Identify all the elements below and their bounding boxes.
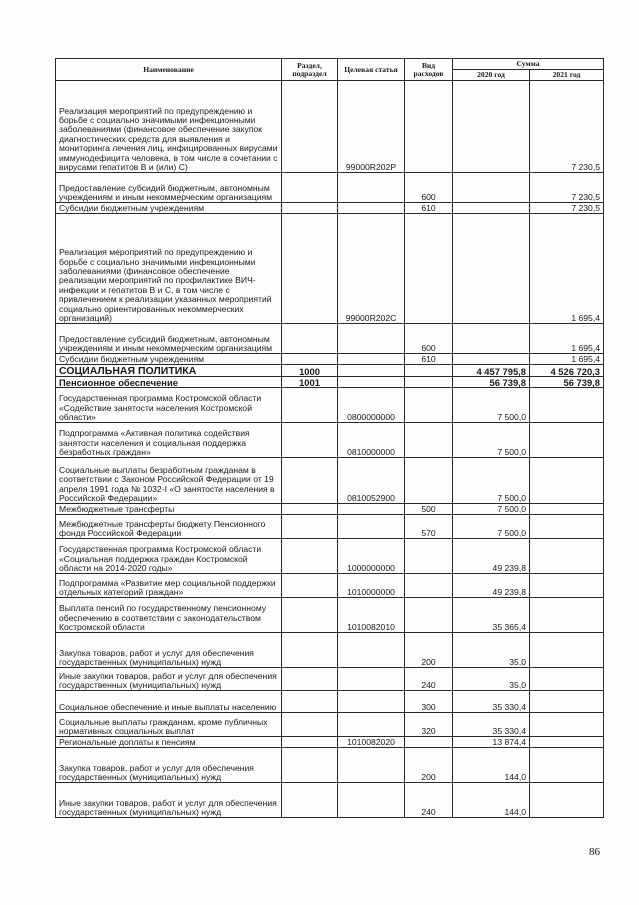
table-row [56,515,604,539]
row-sum-2020: 49 239,8 [453,574,530,598]
row-sum-2020: 7 500,0 [453,388,530,423]
row-expense-type [405,214,453,324]
row-sum-2021 [530,713,604,737]
row-name: Подпрограмма «Активная политика содействия занятости населения и социальная поддержка безработных граждан» [56,423,282,458]
row-article [338,377,405,388]
table-row [56,173,604,203]
row-name: Иные закупки товаров, работ и услуг для обеспечения государственных (муниципальных) нужд [56,668,282,691]
row-name: СОЦИАЛЬНАЯ ПОЛИТИКА [56,365,282,377]
row-sum-2020: 35 330,4 [453,691,530,713]
row-section [282,574,338,598]
row-sum-2021 [530,668,604,691]
table-row [56,377,604,388]
row-article: 1000000000 [338,539,405,574]
row-sum-2020 [453,354,530,365]
row-expense-type [405,574,453,598]
row-sum-2021: 4 526 720,3 [530,365,604,377]
row-sum-2021 [530,748,604,783]
row-section [282,598,338,633]
table-row [56,574,604,598]
row-sum-2020: 7 500,0 [453,423,530,458]
row-section [282,504,338,515]
row-name: Социальное обеспечение и иные выплаты населению [56,691,282,713]
row-sum-2020: 35 330,4 [453,713,530,737]
row-article [338,748,405,783]
row-article: 0800000000 [338,388,405,423]
table-row [56,458,604,504]
row-article: 99000R202C [338,214,405,324]
table-row [56,633,604,668]
row-section: 1001 [282,377,338,388]
row-expense-type: 610 [405,203,453,214]
row-name: Иные закупки товаров, работ и услуг для обеспечения государственных (муниципальных) нужд [56,783,282,818]
row-name: Социальные выплаты гражданам, кроме публичных нормативных социальных выплат [56,713,282,737]
row-section [282,783,338,818]
row-sum-2021 [530,458,604,504]
table-body [56,81,604,818]
row-expense-type: 600 [405,324,453,354]
table-row [56,783,604,818]
row-sum-2020: 35 365,4 [453,598,530,633]
table-row [56,203,604,214]
row-section [282,203,338,214]
row-sum-2020: 7 500,0 [453,458,530,504]
row-sum-2020 [453,81,530,173]
row-sum-2021: 7 230,5 [530,173,604,203]
row-sum-2021: 56 739,8 [530,377,604,388]
row-sum-2021: 7 230,5 [530,203,604,214]
row-sum-2021 [530,633,604,668]
table-row [56,691,604,713]
row-section [282,633,338,668]
row-expense-type: 300 [405,691,453,713]
row-name: Закупка товаров, работ и услуг для обеспечения государственных (муниципальных) нужд [56,633,282,668]
row-section: 1000 [282,365,338,377]
row-article [338,633,405,668]
row-sum-2021: 1 695,4 [530,324,604,354]
row-name: Реализация мероприятий по предупреждению и борьбе с социально значимыми инфекционными заболеваниями (финансовое обеспечение реализации мероприятий по профилактике ВИЧ- инфекции и гепатитов В и С, в том числе с привлечением к реализации указанных мероприятий социально ориентированных некоммерческих организаций) [56,214,282,324]
row-sum-2021 [530,388,604,423]
row-sum-2020 [453,324,530,354]
table-row [56,214,604,324]
header-sum: Сумма [453,59,604,70]
row-article [338,504,405,515]
row-section [282,354,338,365]
table-row [56,504,604,515]
header-year-2020: 2020 год [453,70,530,81]
row-expense-type [405,598,453,633]
row-name: Подпрограмма «Развитие мер социальной поддержки отдельных категорий граждан» [56,574,282,598]
row-name: Выплата пенсий по государственному пенсионному обеспечению в соответствии с законодательством Костромской области [56,598,282,633]
header-section: Раздел, подраздел [282,59,338,81]
budget-table [55,58,604,818]
table-row [56,81,604,173]
row-section [282,539,338,574]
row-expense-type [405,388,453,423]
row-expense-type: 240 [405,783,453,818]
table-row [56,539,604,574]
row-article: 0810000000 [338,423,405,458]
row-sum-2021 [530,691,604,713]
row-sum-2020: 7 500,0 [453,504,530,515]
row-article: 0810052900 [338,458,405,504]
row-expense-type: 200 [405,748,453,783]
row-expense-type [405,458,453,504]
row-sum-2021: 1 695,4 [530,354,604,365]
row-expense-type: 610 [405,354,453,365]
row-section [282,748,338,783]
row-sum-2021 [530,504,604,515]
row-sum-2020: 7 500,0 [453,515,530,539]
table-row [56,713,604,737]
table-header [56,59,604,81]
row-article: 1010000000 [338,574,405,598]
row-article [338,713,405,737]
row-sum-2021 [530,737,604,748]
header-expense-type: Вид расходов [405,59,453,81]
row-expense-type: 320 [405,713,453,737]
row-sum-2021: 1 695,4 [530,214,604,324]
row-section [282,458,338,504]
row-article [338,365,405,377]
row-name: Субсидии бюджетным учреждениям [56,354,282,365]
row-article [338,324,405,354]
table-row [56,423,604,458]
row-sum-2020: 4 457 795,8 [453,365,530,377]
row-article: 1010082020 [338,737,405,748]
row-section [282,668,338,691]
row-sum-2020: 13 874,4 [453,737,530,748]
row-article: 1010082010 [338,598,405,633]
table-row [56,354,604,365]
row-expense-type [405,737,453,748]
row-article [338,691,405,713]
row-sum-2020: 35,0 [453,633,530,668]
row-sum-2021 [530,574,604,598]
row-expense-type [405,377,453,388]
row-section [282,388,338,423]
row-expense-type [405,81,453,173]
row-name: Закупка товаров, работ и услуг для обеспечения государственных (муниципальных) нужд [56,748,282,783]
table-row [56,748,604,783]
row-name: Государственная программа Костромской области «Социальная поддержка граждан Костромской области на 2014-2020 годы» [56,539,282,574]
row-article [338,668,405,691]
row-expense-type [405,539,453,574]
row-sum-2020: 49 239,8 [453,539,530,574]
row-article [338,354,405,365]
row-name: Государственная программа Костромской области «Содействие занятости населения Костромской области» [56,388,282,423]
row-sum-2020 [453,214,530,324]
row-section [282,737,338,748]
row-section [282,81,338,173]
row-sum-2020: 144,0 [453,783,530,818]
row-section [282,173,338,203]
row-sum-2020: 35,0 [453,668,530,691]
row-sum-2020 [453,173,530,203]
row-name: Межбюджетные трансферты бюджету Пенсионного фонда Российской Федерации [56,515,282,539]
row-name: Предоставление субсидий бюджетным, автономным учреждениям и иным некоммерческим организациям [56,173,282,203]
row-name: Социальные выплаты безработным гражданам в соответствии с Законом Российской Федерации от 19 апреля 1991 года № 1032-I «О занятости населения в Российской Федерации» [56,458,282,504]
row-sum-2021 [530,539,604,574]
page-number: 86 [589,846,600,858]
row-article [338,515,405,539]
row-section [282,214,338,324]
row-sum-2021 [530,598,604,633]
row-name: Межбюджетные трансферты [56,504,282,515]
table-row [56,324,604,354]
row-expense-type: 600 [405,173,453,203]
row-article [338,783,405,818]
row-name: Предоставление субсидий бюджетным, автономным учреждениям и иным некоммерческим организациям [56,324,282,354]
row-name: Региональные доплаты к пенсиям [56,737,282,748]
row-sum-2020: 144,0 [453,748,530,783]
row-sum-2021 [530,423,604,458]
row-expense-type [405,365,453,377]
row-sum-2020: 56 739,8 [453,377,530,388]
row-expense-type: 570 [405,515,453,539]
row-article [338,203,405,214]
row-section [282,691,338,713]
header-name: Наименование [56,59,282,81]
table-row [56,598,604,633]
table-row [56,365,604,377]
row-section [282,515,338,539]
table-row [56,668,604,691]
table-row [56,737,604,748]
row-section [282,324,338,354]
row-article [338,173,405,203]
row-sum-2020 [453,203,530,214]
row-expense-type: 500 [405,504,453,515]
header-year-2021: 2021 год [530,70,604,81]
row-section [282,713,338,737]
row-expense-type: 200 [405,633,453,668]
row-sum-2021: 7 230,5 [530,81,604,173]
row-expense-type [405,423,453,458]
row-name: Реализация мероприятий по предупреждению и борьбе с социально значимыми инфекционными заболеваниями (финансовое обеспечение закупок диагностических средств для выявления и мониторинга лечения лиц, инфицированных вирусами иммунодефицита человека, в том числе в сочетании с вирусами гепатитов В и (или) С) [56,81,282,173]
row-section [282,423,338,458]
row-name: Субсидии бюджетным учреждениям [56,203,282,214]
header-article: Целевая статья [338,59,405,81]
row-sum-2021 [530,783,604,818]
table-row [56,388,604,423]
row-sum-2021 [530,515,604,539]
row-name: Пенсионное обеспечение [56,377,282,388]
row-expense-type: 240 [405,668,453,691]
row-article: 99000R202P [338,81,405,173]
